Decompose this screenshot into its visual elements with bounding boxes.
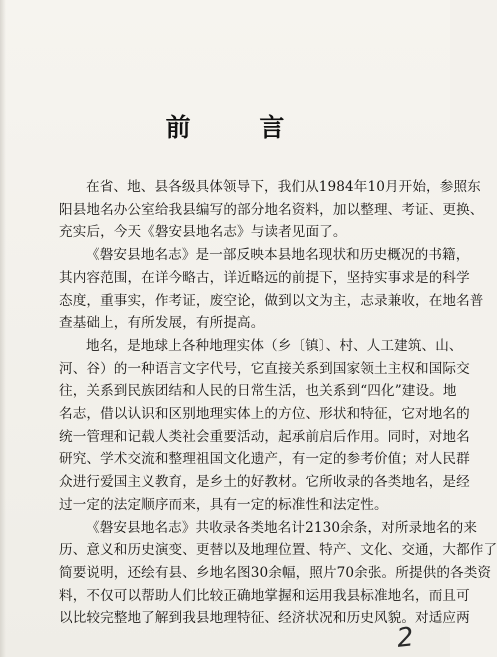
scan-edge-shadow <box>0 0 6 657</box>
text-line: 简要说明，还绘有县、乡地名图30余幅，照片70余张。所提供的各类资 <box>59 564 492 581</box>
text-line: 研究、学术交流和整理祖国文化遗产，有一定的参考价值；对人民群 <box>59 451 470 468</box>
text-line: 往，关系到民族团结和人民的日常生活，也关系到“四化”建设。地 <box>59 383 457 400</box>
text-line: 历、意义和历史演变、更替以及地理位置、特产、文化、交通，大都作了 <box>59 542 497 559</box>
text-line: 在省、地、县各级具体领导下，我们从1984年10月开始，参照东 <box>86 179 481 195</box>
page-title: 前 言 <box>165 113 315 142</box>
text-line: 河、谷）的一种语言文字代号，它直接关系到国家领土主权和国际交 <box>59 360 470 377</box>
page-number: 2 <box>395 622 416 654</box>
text-line: 统一管理和记载人类社会重要活动，起承前启后作用。同时，对地名 <box>59 428 470 445</box>
preface-body <box>59 176 497 630</box>
text-line: 过一定的法定顺序而来，具有一定的标准性和法定性。 <box>59 496 388 513</box>
text-line: 阳县地名办公室给我县编写的部分地名资料，加以整理、考证、更换、 <box>59 201 484 218</box>
paragraph-2 <box>59 244 484 335</box>
text-line: 料，不仅可以帮助人们比较正确地掌握和运用我县标准地名，而且可 <box>59 587 470 604</box>
text-line: 众进行爱国主义教育，是乡土的好教材。它所收录的各类地名，是经 <box>59 474 470 491</box>
paragraph-4 <box>59 517 497 631</box>
text-line: 态度，重事实，作考证，废空论，做到以文为主，志录兼收，在地名普 <box>59 292 484 309</box>
text-line: 地名，是地球上各种地理实体（乡〔镇〕、村、人工建筑、山、 <box>86 337 463 354</box>
paragraph-3 <box>59 335 470 517</box>
text-line: 《磐安县地名志》是一部反映本县地名现状和历史概况的书籍， <box>86 247 470 264</box>
text-line: 充实后，今天《磐安县地名志》与读者见面了。 <box>59 224 347 241</box>
text-line: 查基础上，有所发展，有所提高。 <box>59 315 265 332</box>
text-line: 其内容范围，在详今略古，详近略远的前提下，坚持实事求是的科学 <box>59 269 470 286</box>
paragraph-1 <box>59 176 484 244</box>
text-line: 名志，借以认识和区别地理实体上的方位、形状和特征，它对地名的 <box>59 406 470 423</box>
text-line: 《磐安县地名志》共收录各类地名计2130余条，对所录地名的来 <box>86 519 478 536</box>
text-line: 以比较完整地了解到我县地理特征、经济状况和历史风貌。对适应两 <box>59 610 470 627</box>
